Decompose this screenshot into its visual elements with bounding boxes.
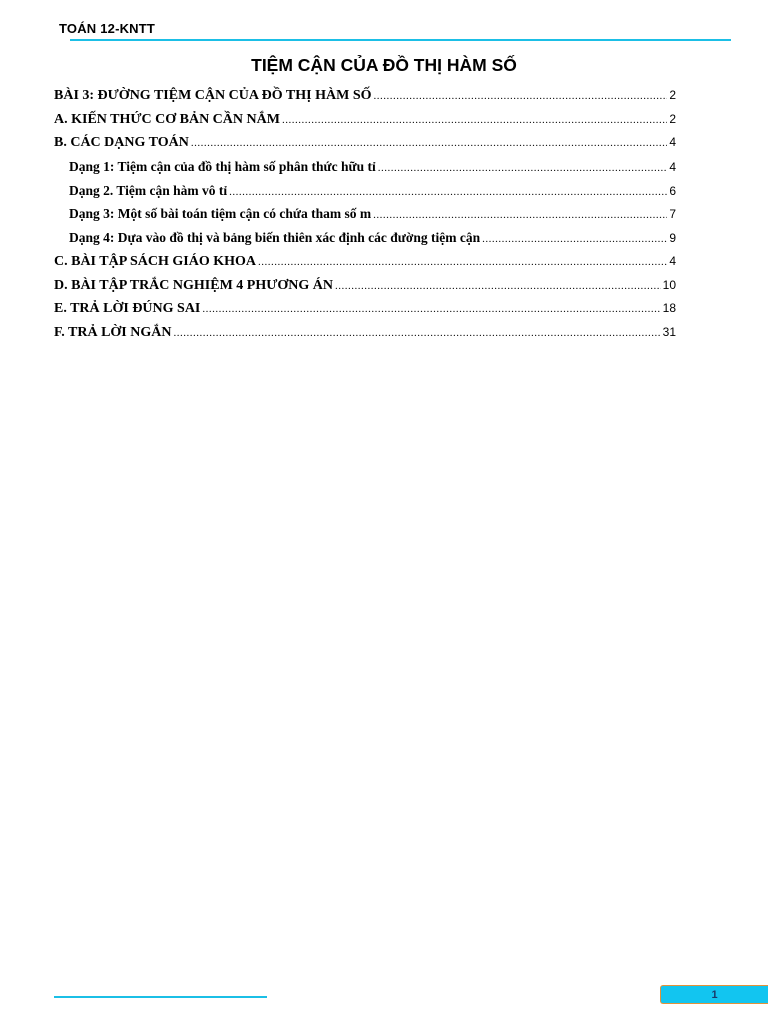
toc-entry[interactable] [54,135,676,159]
toc-leader-dots [282,114,667,126]
toc-entry[interactable] [54,325,676,349]
toc-entry[interactable] [54,278,676,302]
toc-entry-page: 2 [669,88,676,102]
toc-leader-dots [229,186,667,198]
page-number-badge: 1 [660,985,768,1004]
toc-leader-dots [374,90,668,102]
toc-leader-dots [258,256,667,268]
toc-entry-page: 4 [669,135,676,150]
toc-entry-title: F. TRẢ LỜI NGẮN [54,324,172,340]
toc-entry[interactable] [54,112,676,136]
toc-subentry[interactable] [54,206,676,230]
toc-entry[interactable] [54,88,676,112]
toc-entry-title: B. CÁC DẠNG TOÁN [54,135,189,151]
toc-entry-title: Dạng 2. Tiệm cận hàm vô tỉ [69,182,228,198]
header-divider [70,39,731,41]
toc-subentry[interactable] [54,230,676,254]
table-of-contents [54,88,676,349]
toc-entry-page: 6 [669,183,676,198]
toc-entry-title: D. BÀI TẬP TRẮC NGHIỆM 4 PHƯƠNG ÁN [54,277,333,293]
toc-subentry[interactable] [54,183,676,207]
toc-entry-title: C. BÀI TẬP SÁCH GIÁO KHOA [54,253,256,269]
toc-entry-title: E. TRẢ LỜI ĐÚNG SAI [54,301,201,317]
toc-entry-page: 7 [669,207,676,222]
toc-entry[interactable] [54,254,676,278]
toc-leader-dots [482,233,667,245]
document-title: TIỆM CẬN CỦA ĐỒ THỊ HÀM SỐ [251,55,517,75]
toc-entry-page: 10 [662,277,676,292]
toc-entry-page: 2 [669,111,676,126]
toc-entry-title: Dạng 3: Một số bài toán tiệm cận có chứa tham số m [69,206,372,222]
toc-leader-dots [335,280,661,292]
toc-entry-title: A. KIẾN THỨC CƠ BẢN CẦN NẮM [54,111,280,127]
header-label: TOÁN 12-KNTT [59,21,156,36]
toc-entry-page: 31 [662,324,676,339]
toc-leader-dots [378,162,668,174]
toc-entry-title: Dạng 1: Tiệm cận của đồ thị hàm số phân thức hữu tỉ [69,159,376,175]
toc-entry-page: 4 [669,160,676,175]
toc-entry-title: BÀI 3: ĐƯỜNG TIỆM CẬN CỦA ĐỒ THỊ HÀM SỐ [54,88,372,103]
toc-leader-dots [373,209,667,221]
toc-entry-page: 9 [669,231,676,246]
footer-divider [54,996,267,998]
toc-leader-dots [191,137,667,149]
toc-subentry[interactable] [54,159,676,183]
toc-entry[interactable] [54,301,676,325]
toc-entry-title: Dạng 4: Dựa vào đồ thị và bảng biến thiên xác định các đường tiệm cận [69,230,481,246]
toc-entry-page: 18 [662,301,676,316]
toc-leader-dots [202,303,660,315]
toc-leader-dots [173,327,660,339]
toc-entry-page: 4 [669,253,676,268]
